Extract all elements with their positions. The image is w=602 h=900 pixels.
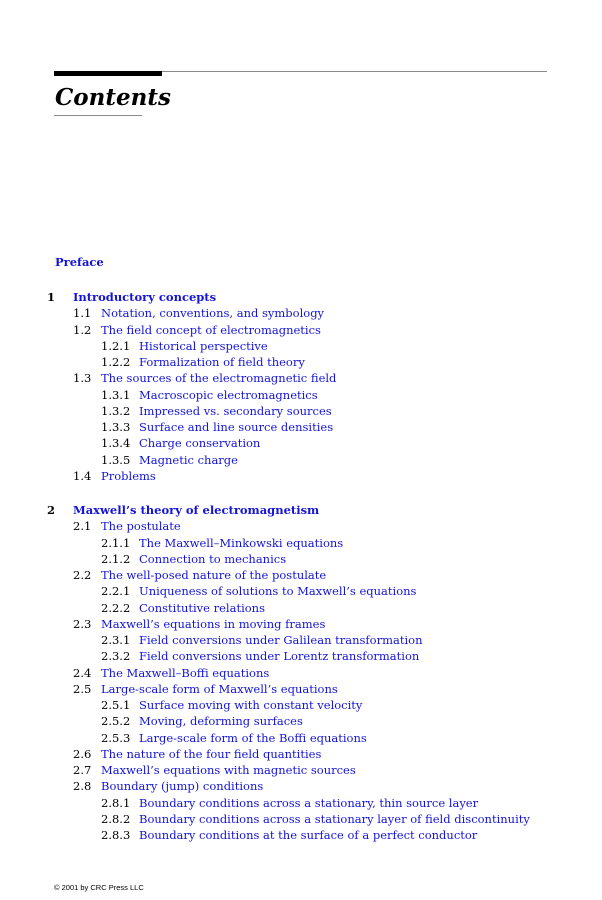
header-rule-thin [162,71,547,72]
toc-link[interactable]: The Maxwell–Boffi equations [101,665,270,680]
toc-number: 2.2.2 [101,600,131,615]
toc-link[interactable]: The postulate [101,519,181,534]
copyright-footer: © 2001 by CRC Press LLC [54,883,144,892]
toc-link[interactable]: Field conversions under Lorentz transformation [139,649,420,664]
toc-link[interactable]: Constitutive relations [139,600,265,615]
toc-link[interactable]: The sources of the electromagnetic field [101,371,337,386]
toc-link[interactable]: The field concept of electromagnetics [101,322,321,337]
toc-number: 2.2.1 [101,584,131,599]
toc-link[interactable]: Boundary conditions at the surface of a perfect conductor [139,828,478,842]
toc-link[interactable]: Connection to mechanics [139,551,287,566]
header-rule-thick [54,71,162,76]
toc-link[interactable]: The Maxwell–Minkowski equations [139,535,344,550]
toc-link[interactable]: Impressed vs. secondary sources [139,403,332,418]
toc-link[interactable]: Maxwell’s theory of electromagnetism [73,503,320,517]
toc-link[interactable]: Surface and line source densities [139,420,334,434]
toc-number: 1.1 [73,306,92,321]
toc-number: 1 [47,290,56,304]
toc-number: 2.8.3 [101,828,131,842]
toc-number: 1.2 [73,322,92,337]
toc-number: 2.1 [73,519,92,534]
toc-link[interactable]: Macroscopic electromagnetics [139,387,318,402]
toc-link[interactable]: Maxwell’s equations in moving frames [101,616,326,631]
toc-number: 1.3.1 [101,387,131,402]
toc-number: 2.6 [73,746,92,761]
toc-number: 1.3.2 [101,403,131,418]
toc-number: 2.8.1 [101,795,131,810]
toc-link[interactable]: Large-scale form of Maxwell’s equations [101,681,338,696]
toc-number: 2.8.2 [101,811,131,826]
title-underline [54,115,142,116]
toc-link[interactable]: Field conversions under Galilean transformation [139,633,423,647]
toc-number: 2 [47,503,56,517]
toc-link[interactable]: Introductory concepts [73,290,217,304]
toc-link[interactable]: Problems [101,468,156,483]
toc-link[interactable]: Large-scale form of the Boffi equations [139,730,367,745]
toc-link[interactable]: Surface moving with constant velocity [139,698,363,712]
toc-link[interactable]: Formalization of field theory [139,355,305,369]
toc-number: 1.3.3 [101,420,131,434]
toc-number: 2.3.2 [101,649,131,664]
toc-link[interactable]: Boundary (jump) conditions [101,779,264,794]
toc-link[interactable]: The well-posed nature of the postulate [101,568,327,582]
toc-link[interactable]: Moving, deforming surfaces [139,714,303,729]
page-title: Contents [55,84,171,111]
toc-number: 1.3.5 [101,452,131,467]
toc-number: 2.8 [73,779,92,794]
toc-link[interactable]: Uniqueness of solutions to Maxwell’s equations [139,584,417,599]
toc-link[interactable]: Maxwell’s equations with magnetic sources [101,763,356,777]
toc-link[interactable]: The nature of the four field quantities [101,746,322,761]
toc-number: 2.1.1 [101,535,131,550]
toc-number: 2.3 [73,616,92,631]
toc-number: 2.7 [73,763,92,777]
toc-number: 1.3 [73,371,92,386]
toc-link-preface[interactable]: Preface [55,255,104,269]
toc-link[interactable]: Boundary conditions across a stationary layer of field discontinuity [139,811,530,826]
toc-number: 2.2 [73,568,92,582]
toc-number: 2.5.2 [101,714,131,729]
toc-number: 1.2.1 [101,338,131,353]
toc-link[interactable]: Magnetic charge [139,452,238,467]
toc-number: 2.1.2 [101,551,131,566]
toc-number: 2.4 [73,665,92,680]
toc-link[interactable]: Boundary conditions across a stationary, thin source layer [139,795,479,810]
toc-number: 1.4 [73,468,92,483]
toc-number: 1.2.2 [101,355,131,369]
toc-number: 2.5.3 [101,730,131,745]
toc-number: 2.5.1 [101,698,131,712]
toc-number: 2.5 [73,681,92,696]
toc-link[interactable]: Charge conservation [139,436,261,451]
toc-link[interactable]: Historical perspective [139,338,268,353]
toc-number: 2.3.1 [101,633,131,647]
toc-link[interactable]: Notation, conventions, and symbology [101,306,325,321]
toc-number: 1.3.4 [101,436,131,451]
